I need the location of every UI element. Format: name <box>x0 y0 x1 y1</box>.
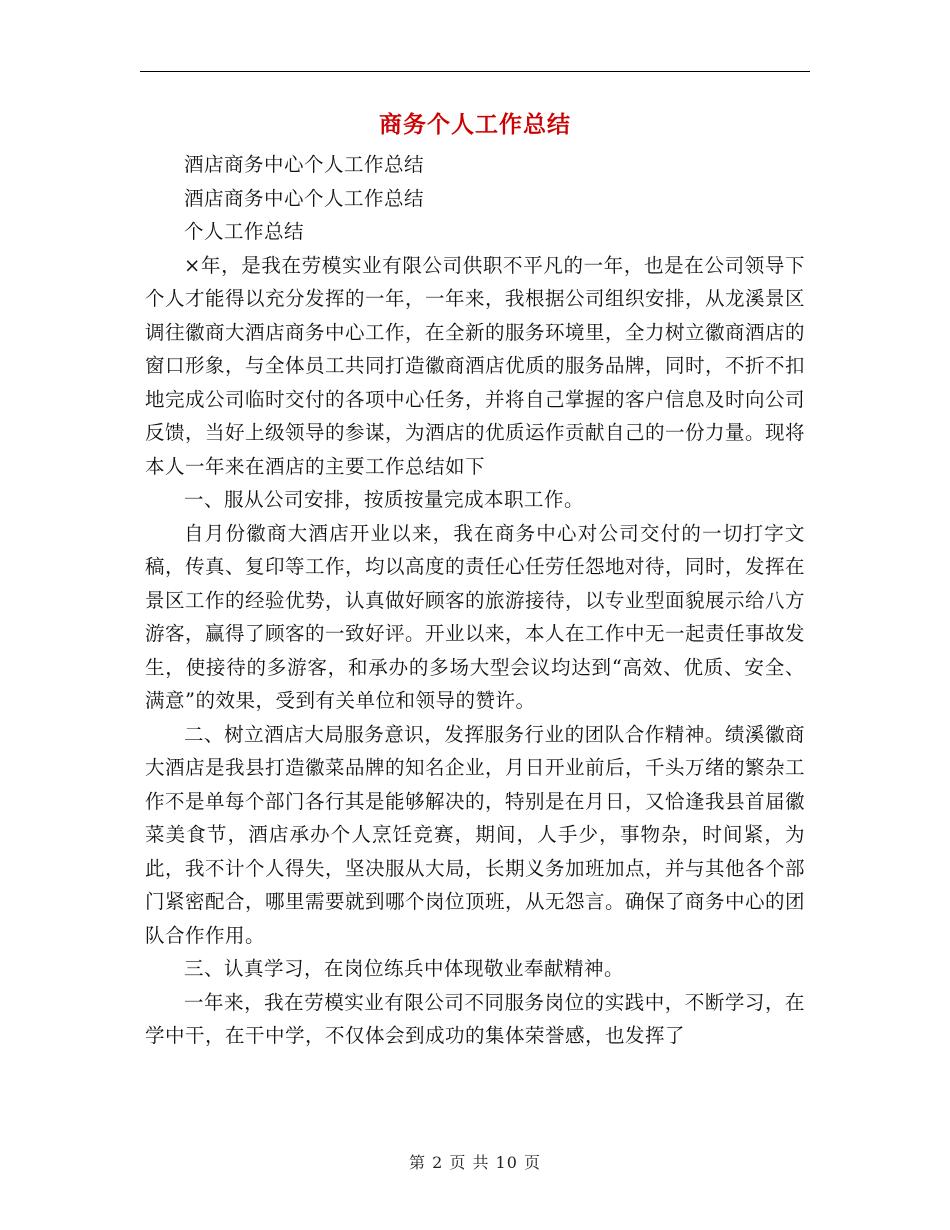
page-number-footer: 第 2 页 共 10 页 <box>409 1153 541 1172</box>
paragraph-section-3-body: 一年来，我在劳模实业有限公司不同服务岗位的实践中，不断学习，在学中干，在干中学，不仅体会到成功的集体荣誉感，也发挥了 <box>145 990 805 1047</box>
paragraph-subtitle-2: 酒店商务中心个人工作总结 <box>184 186 425 210</box>
document-body <box>145 148 805 1053</box>
paragraph-section-1-heading: 一、服从公司安排，按质按量完成本职工作。 <box>184 488 585 511</box>
paragraph-section-1-body: 自月份徽商大酒店开业以来，我在商务中心对公司交付的一切打字文稿，传真、复印等工作，均以高度的责任心任劳任怨地对待，同时，发挥在景区工作的经验优势，认真做好顾客的旅游接待，以专业型面貌展示给八方游客，赢得了顾客的一致好评。开业以来，本人在工作中无一起责任事故发生，使接待的多游客，和承办的多场大型会议均达到“高效、优质、安全、满意”的效果，受到有关单位和领导的赞许。 <box>145 521 806 712</box>
document-title: 商务个人工作总结 <box>379 111 571 138</box>
paragraph-section-3-heading: 三、认真学习，在岗位练兵中体现敬业奉献精神。 <box>184 957 625 980</box>
paragraph-section-2: 二、树立酒店大局服务意识，发挥服务行业的团队合作精神。绩溪徽商大酒店是我县打造徽菜品牌的知名企业，月日开业前后，千头万绪的繁杂工作不是单每个部门各行其是能够解决的，特别是在月日，又恰逢我县首届徽菜美食节，酒店承办个人烹饪竞赛，期间，人手少，事物杂，时间紧，为此，我不计个人得失，坚决服从大局，长期义务加班加点，并与其他各个部门紧密配合，哪里需要就到哪个岗位顶班，从无怨言。确保了商务中心的团队合作作用。 <box>145 722 806 947</box>
paragraph-subtitle-1: 酒店商务中心个人工作总结 <box>184 153 425 176</box>
paragraph-intro: ×年，是我在劳模实业有限公司供职不平凡的一年，也是在公司领导下个人才能得以充分发挥的一年，一年来，我根据公司组织安排，从龙溪景区调往徽商大酒店商务中心工作，在全新的服务环境里，全力树立徽商酒店的窗口形象，与全体员工共同打造徽商酒店优质的服务品牌，同时，不折不扣地完成公司临时交付的各项中心任务，并将自己掌握的客户信息及时向公司反馈，当好上级领导的参谋，为酒店的优质运作贡献自己的一份力量。现将本人一年来在酒店的主要工作总结如下 <box>145 253 806 478</box>
paragraph-subtitle-3: 个人工作总结 <box>184 220 305 243</box>
header-rule <box>140 71 810 72</box>
